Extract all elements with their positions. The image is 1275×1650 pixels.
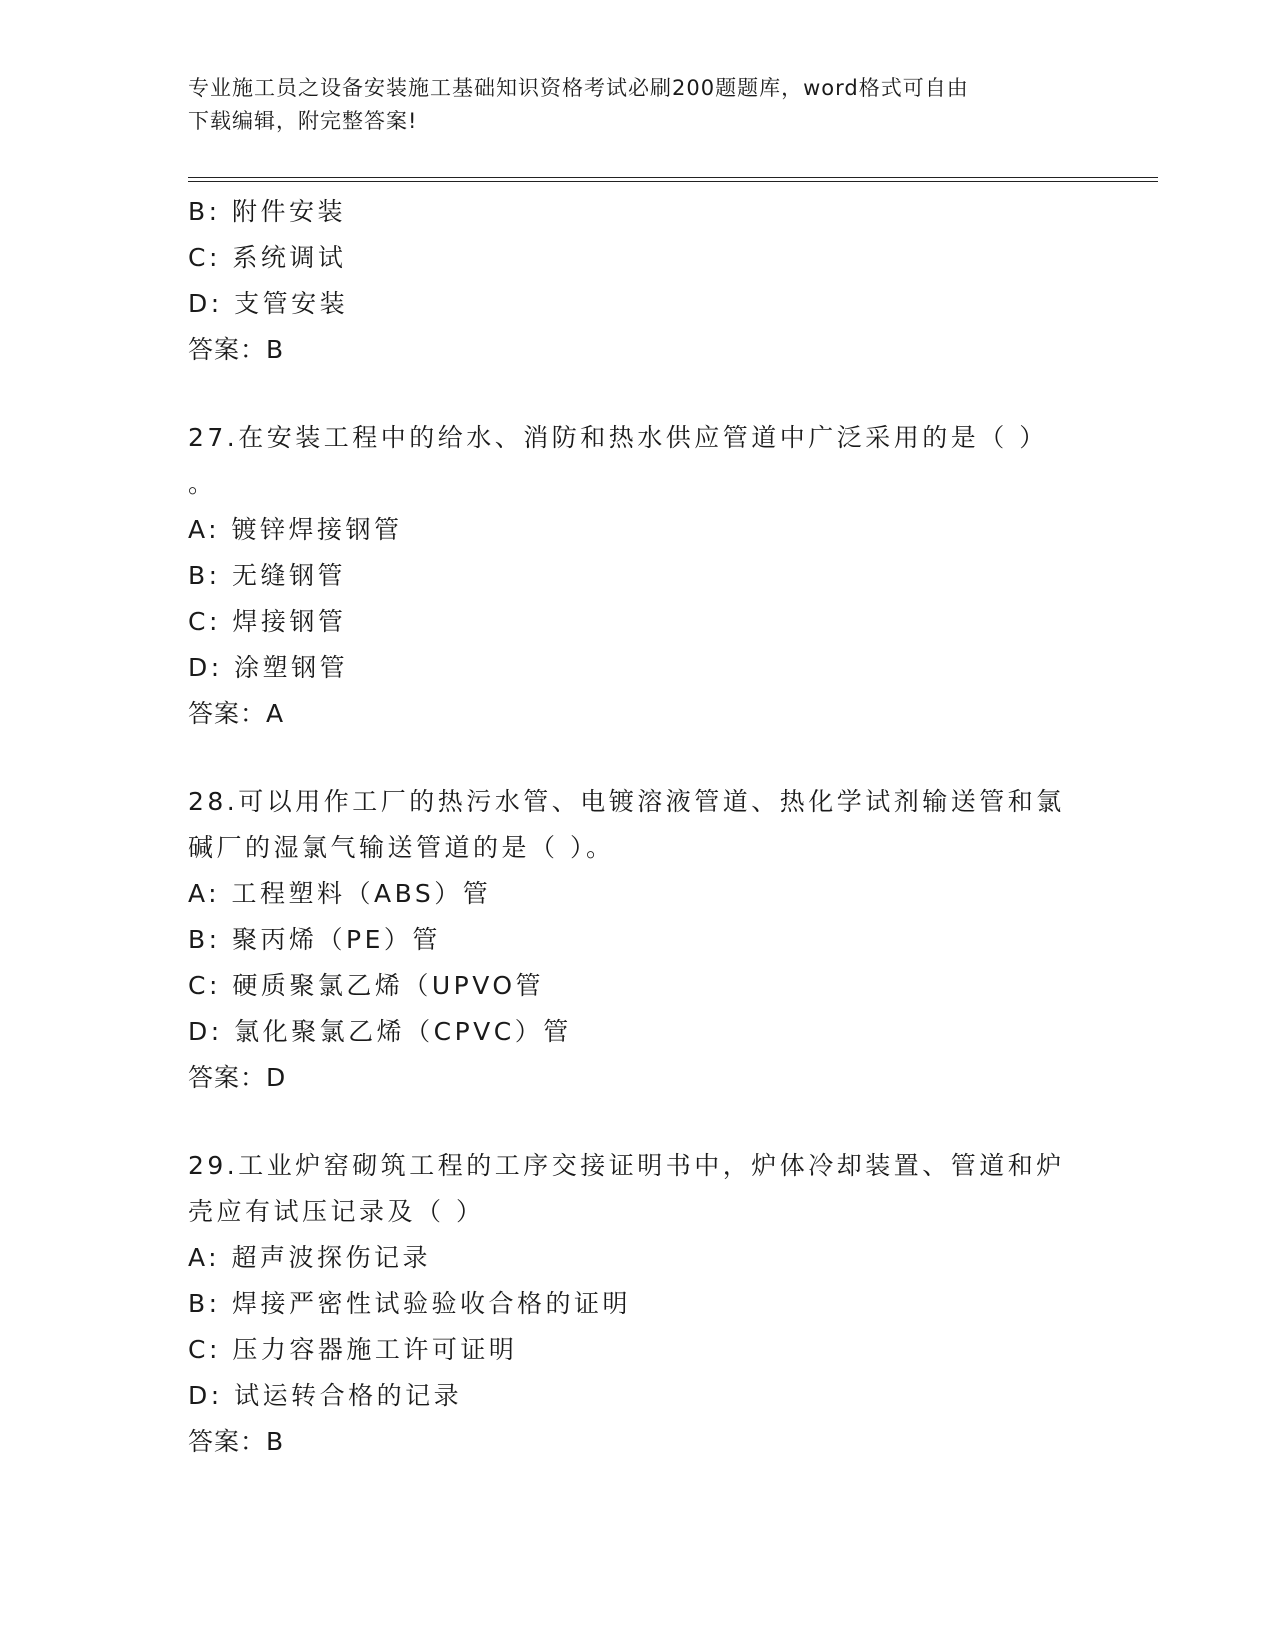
option-c: C: 硬质聚氯乙烯（UPVO管 xyxy=(188,971,545,1000)
answer-line: 答案：B xyxy=(188,1427,285,1456)
question-block-29 xyxy=(188,1143,1088,1465)
option-d: D: 试运转合格的记录 xyxy=(188,1381,463,1410)
question-list xyxy=(188,189,1088,1465)
option-b: B: 焊接严密性试验验收合格的证明 xyxy=(188,1289,632,1318)
question-block-28 xyxy=(188,779,1088,1101)
question-text xyxy=(188,415,1088,507)
question-block-27 xyxy=(188,415,1088,737)
option-c: C: 压力容器施工许可证明 xyxy=(188,1335,518,1364)
header-title-line-1: 专业施工员之设备安装施工基础知识资格考试必刷200题题库，word格式可自由 xyxy=(188,76,969,100)
spacer xyxy=(188,737,1088,779)
question-text-line: 碱厂的湿氯气输送管道的是（ ）。 xyxy=(188,833,615,862)
question-text xyxy=(188,1143,1088,1235)
spacer xyxy=(188,373,1088,415)
page-header xyxy=(188,72,1068,138)
answer-line: 答案：D xyxy=(188,1063,287,1092)
option-a: A: 镀锌焊接钢管 xyxy=(188,515,403,544)
option-a: A: 工程塑料（ABS）管 xyxy=(188,879,492,908)
question-text-line: 29.工业炉窑砌筑工程的工序交接证明书中，炉体冷却装置、管道和炉 xyxy=(188,1151,1065,1180)
question-text-line: 27.在安装工程中的给水、消防和热水供应管道中广泛采用的是（ ） xyxy=(188,423,1048,452)
option-c: C: 焊接钢管 xyxy=(188,607,347,636)
question-text-line: 。 xyxy=(188,469,217,498)
option-a: A: 超声波探伤记录 xyxy=(188,1243,432,1272)
header-divider xyxy=(188,177,1158,182)
option-b: B: 聚丙烯（PE）管 xyxy=(188,925,441,954)
option-b: B: 无缝钢管 xyxy=(188,561,347,590)
option-d: D: 氯化聚氯乙烯（CPVC）管 xyxy=(188,1017,572,1046)
answer-line: 答案：B xyxy=(188,335,285,364)
question-text-line: 28.可以用作工厂的热污水管、电镀溶液管道、热化学试剂输送管和氯 xyxy=(188,787,1065,816)
spacer xyxy=(188,1101,1088,1143)
option-c: C: 系统调试 xyxy=(188,243,347,272)
option-d: D: 支管安装 xyxy=(188,289,349,318)
question-text xyxy=(188,779,1088,871)
question-text-line: 壳应有试压记录及（ ） xyxy=(188,1197,485,1226)
question-block-carryover xyxy=(188,189,1088,373)
option-b: B: 附件安装 xyxy=(188,197,347,226)
answer-line: 答案：A xyxy=(188,699,285,728)
header-title-line-2: 下载编辑，附完整答案! xyxy=(188,109,418,133)
option-d: D: 涂塑钢管 xyxy=(188,653,349,682)
